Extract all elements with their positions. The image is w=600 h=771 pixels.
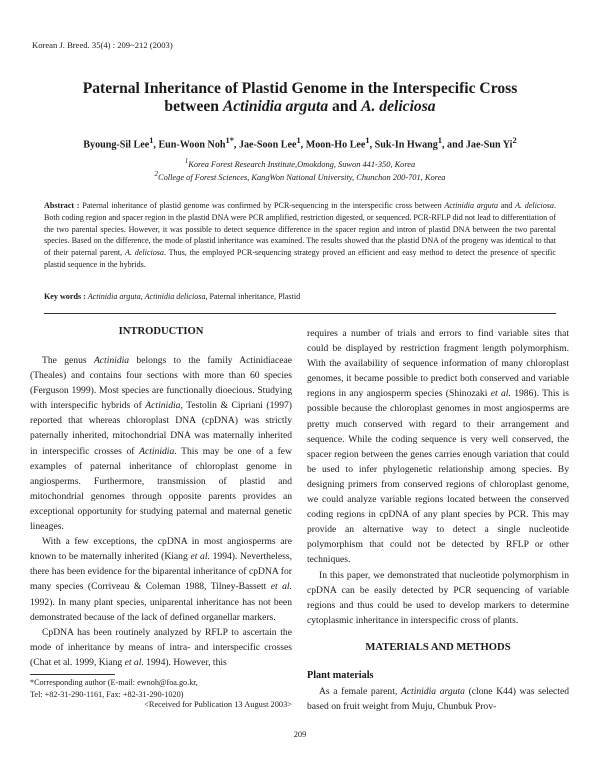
title-species-2: A. deliciosa bbox=[361, 98, 436, 115]
abstract bbox=[44, 200, 556, 271]
et-al: et al. bbox=[490, 388, 511, 400]
keywords-label: Key words : bbox=[44, 292, 86, 301]
left-column bbox=[30, 353, 292, 670]
text: CpDNA has been routinely analyzed by RFLP to ascertain the mode of inheritance by means of intra- and interspecific crosses (Chat et al. 1999, Kiang bbox=[30, 626, 292, 668]
text: As a female parent, bbox=[319, 686, 401, 697]
methods-paragraph-1 bbox=[307, 684, 569, 714]
abstract-text: . Thus, the employed PCR-sequencing strategy proved an efficient and easy method to detect the presence of specific plastid sequence in the hybrids. bbox=[44, 248, 557, 269]
et-al: et al. bbox=[270, 581, 292, 593]
text: The genus bbox=[42, 355, 94, 366]
intro-paragraph-4 bbox=[307, 326, 569, 568]
right-column bbox=[307, 326, 569, 628]
text: . This may be one of a few examples of paternal inheritance of chloroplast genome in angiosperms. Furthermore, transmission of plastid and mitochondrial genomes through opposite parents provides an exceptional opportunity for studying paternal and maternal genetic lineages. bbox=[30, 445, 292, 533]
text: 1992). In many plant species, uniparental inheritance has not been demonstrated because of the lack of defined organellar markers. bbox=[30, 596, 292, 623]
author-name: Suk-In Hwang bbox=[374, 139, 438, 151]
footnote-phone: Tel: +82-31-290-1161, Fax: +82-31-290-1020) bbox=[30, 689, 184, 699]
abstract-label: Abstract : bbox=[44, 201, 80, 210]
abstract-species: A. deliciosa bbox=[515, 201, 554, 210]
author-sup: 1* bbox=[225, 136, 234, 145]
author-sup: 1 bbox=[437, 136, 442, 145]
species: Actinidia bbox=[145, 400, 181, 412]
affiliation-sup: 2 bbox=[154, 170, 158, 178]
author-sep: , and bbox=[441, 139, 466, 151]
title-species-1: Actinidia arguta bbox=[222, 98, 329, 115]
species: Actinidia bbox=[139, 445, 175, 457]
text: 1994). However, this bbox=[143, 656, 227, 668]
keywords-italic: Actinidia arguta, Actinidia deliciosa, bbox=[85, 292, 208, 301]
title-line-2 bbox=[20, 98, 580, 116]
species: Actinidia arguta bbox=[400, 686, 465, 697]
text: With a few exceptions, the cpDNA in most angiosperms are known to be maternally inherited (Kiang bbox=[30, 536, 292, 563]
author-name: Jae-Sun Yi bbox=[465, 139, 513, 151]
affiliation-text: College of Forest Sciences, KangWon National University, Chunchon 200-701, Korea bbox=[157, 172, 446, 182]
keywords bbox=[44, 292, 556, 301]
affiliation-2 bbox=[20, 170, 580, 182]
footnote-email: *Corresponding author (E-mail: ewnoh@foa.go.kr, bbox=[30, 678, 198, 687]
affiliation-1 bbox=[20, 157, 580, 169]
author-sep: , bbox=[233, 139, 239, 151]
plant-materials-subheading: Plant materials bbox=[307, 670, 374, 681]
received-date: <Received for Publication 13 August 2003> bbox=[144, 700, 292, 709]
text: (clone K44) was selected based on fruit weight from Muju, Chunbuk Prov- bbox=[307, 686, 569, 713]
author-sep: , bbox=[369, 139, 375, 151]
author-sep: , bbox=[153, 139, 159, 151]
abstract-text: . Both coding region and spacer region in the plastid DNA were PCR amplified, restriction digested, or sequenced. PCR-RFLP did not lead to differentiation of the two parental species. However, it was possible to detect sequence difference in the spacer region and intron of plastid DNA between the two parental species. Based on the difference, the mode of plastid inheritance was examined. The results showed that the plastid DNA of the progeny was identical to that of their paternal parent, bbox=[44, 201, 557, 258]
abstract-text: and bbox=[498, 201, 516, 210]
footnote-divider bbox=[30, 674, 115, 675]
intro-paragraph-5: In this paper, we demonstrated that nucleotide polymorphism in cpDNA can be easily detected by PCR sequencing of variable regions and thus could be used to develop markers to determine cytoplasmic inheritance in interspecific cross of plants. bbox=[307, 569, 569, 626]
section-divider bbox=[44, 313, 556, 314]
methods-heading: MATERIALS AND METHODS bbox=[365, 642, 511, 653]
affiliation-sup: 1 bbox=[184, 157, 189, 165]
et-al: et al. bbox=[190, 551, 210, 563]
author-name: Moon-Ho Lee bbox=[305, 139, 366, 151]
corresponding-author-footnote bbox=[30, 677, 292, 701]
author-sup: 1 bbox=[149, 136, 154, 145]
et-al: et al. bbox=[124, 656, 144, 668]
introduction-heading: INTRODUCTION bbox=[118, 326, 204, 337]
intro-paragraph-2 bbox=[30, 534, 292, 625]
methods-paragraph bbox=[307, 684, 569, 714]
text: belongs to the family Actinidiaceae (Theales) and contains four sections with more than 60 species (Ferguson 1999). Most species are functionally dioecious. Studying with interspecific hybrids of bbox=[30, 355, 292, 412]
text: 1986). This is possible because the chloroplast genomes in most angiosperms are pretty much conserved with regard to their arrangement and sequence. While the coding sequence is very well conserved, the spacer region between the genes carries enough variation that could be used to infer phylogenetic relationship among species. By designing primers from conserved regions of chloroplast genome, we could analyze variable regions located between the conserved coding regions in cpDNA of any plant species by PCR. This may provide an alternative way to detect a single nucleotide polymorphism that could not be detected by RFLP or other techniques. bbox=[307, 388, 569, 566]
author-sep: , bbox=[300, 139, 306, 151]
affiliation-text: Korea Forest Research Institute,Omokdong, Suwon 441-350, Korea bbox=[188, 159, 416, 169]
text: , Testolin & Cipriani (1997) reported that whereas chloroplast DNA (cpDNA) was strictly paternally inherited, mitochondrial DNA was maternally inherited in interspecific crosses of bbox=[30, 400, 292, 457]
species: Actinidia bbox=[93, 355, 130, 366]
author-name: Byoung-Sil Lee bbox=[83, 139, 150, 151]
author-sup: 2 bbox=[512, 136, 517, 145]
paper-title bbox=[20, 80, 580, 116]
intro-paragraph-1 bbox=[30, 353, 292, 534]
title-between: between bbox=[164, 98, 223, 115]
author-sup: 1 bbox=[365, 136, 370, 145]
intro-paragraph-3 bbox=[30, 625, 292, 670]
title-line-1: Paternal Inheritance of Plastid Genome in the Interspecific Cross bbox=[82, 80, 518, 97]
text: 1994). Nevertheless, there has been evidence for the biparental inheritance of cpDNA for many species (Corriveau & Coleman 1988, Tilney-Bassett bbox=[30, 551, 292, 593]
author-name: Jae-Soon Lee bbox=[238, 139, 297, 151]
author-name: Eun-Woon Noh bbox=[158, 139, 226, 151]
abstract-species: A. deliciosa bbox=[124, 248, 164, 258]
abstract-text: Paternal inheritance of plastid genome was confirmed by PCR-sequencing in the interspecific cross between bbox=[79, 201, 445, 210]
keywords-plain: Paternal inheritance, Plastid bbox=[207, 292, 301, 301]
title-and: and bbox=[328, 98, 362, 115]
author-sup: 1 bbox=[296, 136, 301, 145]
abstract-species: Actinidia arguta bbox=[444, 201, 499, 210]
text: requires a number of trials and errors to find variable sites that could be displayed by restriction fragment length polymorphism. With the availability of sequence information of many chloroplast genomes, it became possible to predict both conserved and variable regions in any angiosperm species (Shinozaki bbox=[307, 328, 569, 400]
journal-reference: Korean J. Breed. 35(4) : 209~212 (2003) bbox=[32, 40, 173, 50]
author-list bbox=[20, 136, 580, 150]
page-number: 209 bbox=[293, 730, 307, 739]
